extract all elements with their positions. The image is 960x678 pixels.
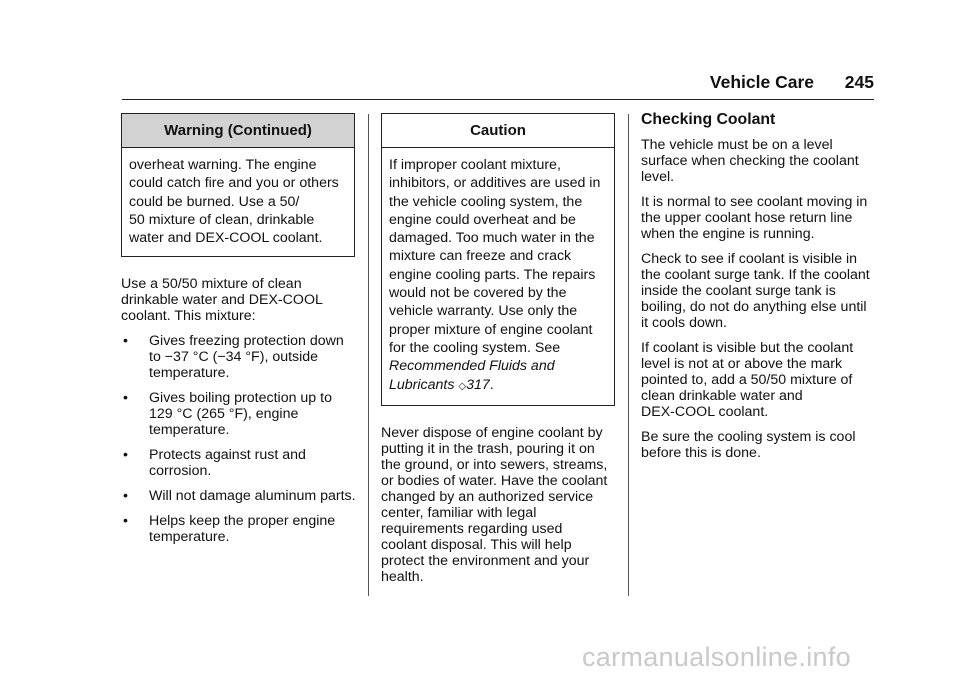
link-text[interactable]: Recommended Fluids and: [389, 358, 555, 375]
caution-line: the vehicle cooling system, the: [389, 193, 583, 210]
section-heading: Checking Coolant: [641, 111, 776, 128]
column-divider-1: [368, 114, 369, 596]
watermark: carmanualsonline.info: [582, 642, 851, 672]
cross-reference-link[interactable]: [389, 357, 608, 396]
column-2: [381, 113, 617, 594]
bullet-text: Gives boiling protection up to 129 °C (265 °F), engine temperature.: [149, 390, 332, 439]
warning-box: [121, 113, 355, 257]
caution-line: mixture can freeze and crack: [389, 248, 572, 265]
intro-line: coolant. This mixture:: [121, 308, 256, 325]
disposal-paragraph: Never dispose of engine coolant by putting it in the trash, pouring it on the ground, or into sewers, streams, or bodies of water. Have the coolant changed by an authorized service center, familiar with legal requirements regarding used coolant disposal. This will help protect the environment and your health.: [381, 424, 608, 585]
intro-line: drinkable water and DEX-COOL: [121, 292, 323, 309]
bullet-icon: •: [123, 488, 128, 505]
bullet-icon: •: [123, 390, 128, 407]
warning-line: could be burned. Use a 50/: [129, 193, 300, 210]
caution-line: proper mixture of engine coolant: [389, 321, 593, 338]
header-section-title: Vehicle Care: [709, 72, 814, 92]
bullet-text: Helps keep the proper engine temperature.: [149, 513, 336, 546]
bullet-item: [121, 333, 357, 381]
caution-line: If improper coolant mixture,: [389, 157, 561, 173]
warning-line: water and DEX-COOL coolant.: [129, 230, 323, 247]
column-divider-2: [628, 114, 629, 596]
caution-line: inhibitors, or additives are used in: [389, 175, 601, 192]
bullet-item: [121, 390, 357, 438]
bullet-item: [121, 447, 357, 479]
caution-line: engine could overheat and be: [389, 211, 576, 228]
column-1: [121, 113, 357, 554]
paragraph: If coolant is visible but the coolant level is not at or above the mark pointed to, add a 50/50 mixture of clean drinkable water and DEX-COOL coolant.: [641, 340, 854, 420]
caution-box-body: [382, 148, 614, 405]
bullet-icon: •: [123, 447, 128, 464]
page-reference-number[interactable]: 317: [466, 376, 490, 393]
caution-box: [381, 113, 615, 406]
paragraph: Check to see if coolant is visible in the coolant surge tank. If the coolant inside the coolant surge tank is boiling, do not do anything else until it cools down.: [641, 251, 870, 331]
header-page-number: 245: [844, 72, 874, 92]
caution-line: for the cooling system. See: [389, 339, 561, 356]
link-text[interactable]: Lubricants: [389, 376, 455, 393]
intro-line: Use a 50/50 mixture of clean: [121, 276, 302, 293]
link-period: .: [489, 376, 494, 393]
warning-line: could catch fire and you or others: [129, 175, 339, 192]
paragraph: Be sure the cooling system is cool before this is done.: [641, 429, 856, 461]
warning-box-body: [122, 148, 354, 256]
column-3: [641, 112, 881, 470]
caution-line: damaged. Too much water in the: [389, 230, 595, 247]
intro-paragraph: [121, 276, 357, 324]
bullet-text: Protects against rust and corrosion.: [149, 447, 306, 480]
header-rule: [122, 99, 874, 100]
bullet-item: [121, 488, 357, 504]
warning-line: overheat warning. The engine: [129, 157, 317, 173]
caution-line: would not be covered by the: [389, 285, 567, 302]
warning-line: 50 mixture of clean, drinkable: [129, 211, 315, 228]
bullet-icon: •: [123, 513, 128, 530]
bullet-text: Will not damage aluminum parts.: [149, 488, 356, 505]
bullet-text: Gives freezing protection down to −37 °C (−34 °F), outside temperature.: [149, 333, 344, 382]
paragraph: It is normal to see coolant moving in the upper coolant hose return line when the engine is running.: [641, 194, 868, 242]
paragraph: The vehicle must be on a level surface when checking the coolant level.: [641, 137, 859, 185]
page-reference-icon: ◇: [458, 380, 467, 392]
warning-box-title: Warning (Continued): [122, 114, 354, 148]
caution-box-title: Caution: [382, 114, 614, 148]
bullet-item: [121, 513, 357, 545]
caution-line: vehicle warranty. Use only the: [389, 303, 578, 320]
bullet-icon: •: [123, 333, 128, 350]
caution-line: engine cooling parts. The repairs: [389, 266, 596, 283]
